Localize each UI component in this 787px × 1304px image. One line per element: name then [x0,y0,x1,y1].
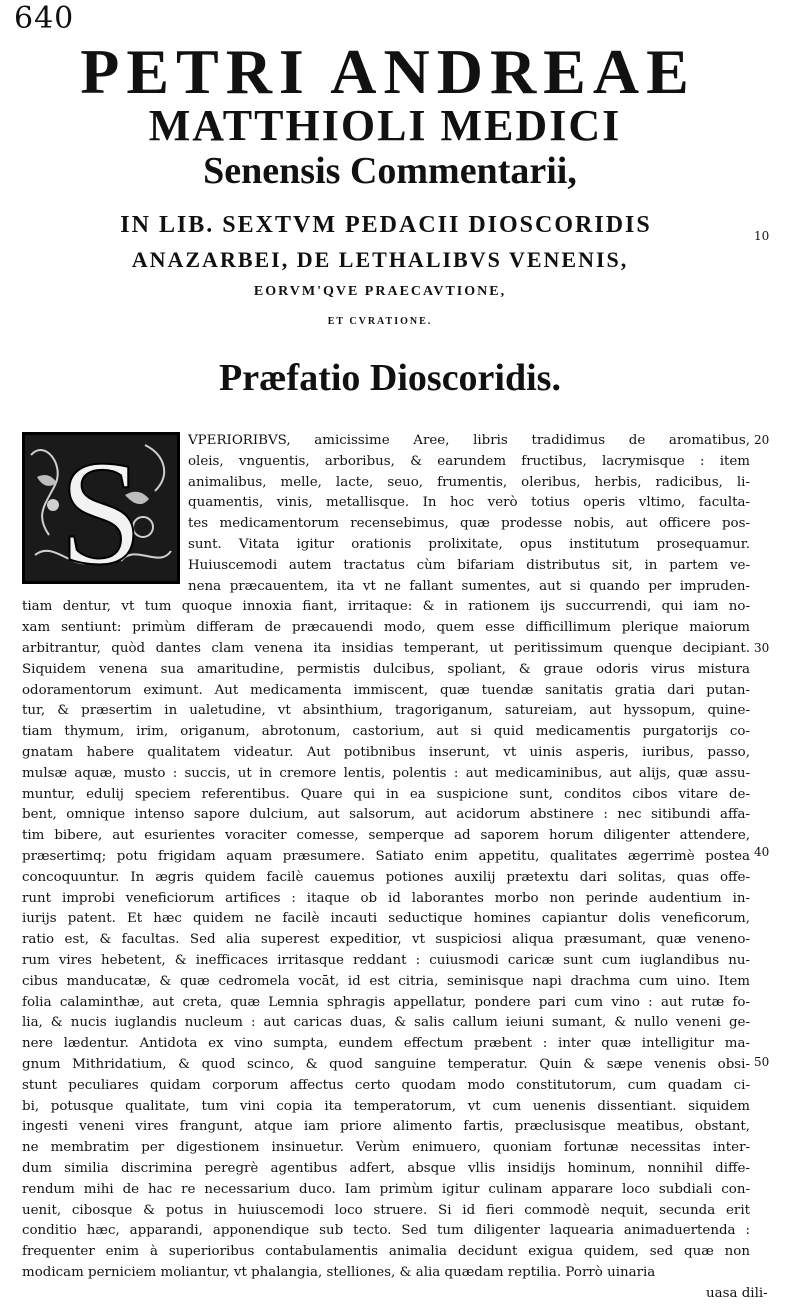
text-line: iurijs patent. Et hæc quidem ne facilè incauti seductique homines capiantur dolis veneficorum, [22,911,750,927]
margin-number: 20 [754,433,770,447]
text-line: xam sentiunt: primùm differam de præcauendi modo, quem esse difficillimum plerique maiorum [22,620,750,636]
subtitle-line-4: ET CVRATIONE. [327,316,433,327]
text-line: gnatam habere qualitatem videatur. Aut potibnibus inserunt, vt uinis asperis, iuribus, passo, [22,745,750,760]
text-line: muntur, edulij speciem referentibus. Quare qui in ea suspicione sunt, conditos cibos vitare de- [22,786,750,802]
title-work: Senensis Commentarii, [203,150,577,192]
text-line: oleis, vnguentis, arboribus, & earundem fructibus, lacrymisque : item [188,453,750,469]
text-line: præsertimq; potu frigidam aquam præsumere. Satiato enim appetitu, qualitates ægerrimè postea [22,849,750,864]
text-line: animalibus, melle, lacte, seuo, frumentis, oleribus, herbis, radicibus, li- [188,474,750,490]
text-line: gnum Mithridatium, & quod scinco, & quod sanguine temperatur. Quin & sæpe venenis obsi- [22,1057,750,1072]
text-line: stunt peculiares quidam corporum affectus certo quodam modo constitutorum, cum quadam ci- [22,1077,750,1093]
text-line: modicam perniciem moliantur, vt phalangia, stelliones, & alia quædam reptilia. Porrò uinaria [22,1265,656,1280]
subtitle-line-3: EORVM'QVE PRAECAVTIONE, [253,284,507,299]
page-number: 640 [14,1,75,36]
text-line: nere lædentur. Antidota ex vino sumpta, eundem effectum præbent : inter quæ intelligitur ma- [22,1036,750,1052]
text-line: dum similia discrimina peregrè agentibus adfert, absque vllis insidijs hominum, nonnihil diffe- [22,1161,750,1176]
text-line: concoquuntur. In ægris quidem facilè cauemus potiones auxilij prætextu dari solitas, quas offe- [22,869,750,885]
text-line: ne membratim per digestionem insinuetur. Verùm enimuero, quoniam fortunæ necessitas inter- [22,1140,750,1156]
text-line: folia calaminthæ, aut creta, quæ Lemnia sphragis appellatur, pondere pari cum vino : aut rutæ fo- [22,994,750,1010]
preface-heading: Præfatio Dioscoridis. [219,357,561,399]
text-line: arbitrantur, quòd dantes clam venena ita insidias temperant, ut peritissimum quenque decipiant. [22,641,750,656]
text-line: cibus manducatæ, & quæ cedromela vocāt, id est citria, seminisque napi drachma cum uino. Item [22,973,750,989]
text-line: VPERIORIBVS, amicissime Aree, libris tradidimus de aromatibus, [188,433,750,448]
text-line: ingesti veneni vires frangunt, atque iam priore alimento fartis, præclusisque meatibus, obstant, [22,1119,750,1135]
text-line: conditio hæc, apparandi, apponendique sub tecto. Sed tum diligenter laquearia animaduertenda : [22,1223,750,1239]
text-line: bent, omnique intenso sapore dulcium, aut salsorum, aut acidorum abstinere : nec sitibundi affa- [22,807,750,823]
text-line: Siquidem venena sua amaritudine, permistis dulcibus, spoliant, & graue odoris virus mistura [22,661,750,677]
text-line: quamentis, vinis, metallisque. In hoc verò totius operis vltimo, facultа- [188,495,750,511]
text-line: tim bibere, aut esurientes voraciter comesse, semperque ad saporem horum diligenter attendere, [22,828,750,844]
text-line: runt improbi veneficiorum artifices : itaque ob id laborantes morbo non perinde audentium in- [22,890,750,906]
text-line: rum vires hebetent, & inefficaces irritasque reddant : cuiusmodi caricæ sunt cum iuglandibus nu- [22,953,750,968]
title-author-name: PETRI ANDREAE [80,36,696,107]
text-line: tes medicamentorum recensebimus, quæ prodesse nobis, aut officere pos- [188,516,750,532]
margin-number: 30 [754,641,770,655]
text-line: mulsæ aquæ, musto : succis, ut in cremore lentis, polentis : aut medicaminibus, aut alijs, quæ assu- [22,765,750,781]
text-line: odoramentorum eximunt. Aut medicamenta immiscent, quæ tuendæ sanitatis gratia dari putan- [22,682,750,698]
text-line: tur, & præsertim in ualetudine, vt absinthium, tragoriganum, satureiam, aut hyssopum, quine- [22,703,750,719]
text-line: bi, potusque qualitate, tum vini copia ita temperatorum, vt cum uenenis dissentiant. siquidem [22,1098,750,1114]
text-line: sunt. Vitata igitur orationis prolixitate, opus institutum prosequamur. [188,537,750,552]
text-line: lia, & nucis iuglandis nucleum : aut caricas duas, & salis callum ieiuni sumant, & nullo veneni ge- [22,1015,750,1031]
margin-number: 50 [754,1055,770,1069]
drop-cap-initial [22,430,180,596]
margin-number: 10 [754,229,770,243]
text-line: ratio est, & facultas. Sed alia superest expeditior, vt suspiciosi aliqua præsumant, quæ veneno- [22,932,750,948]
subtitle-line-1: IN LIB. SEXTVM PEDACII DIOSCORIDIS [120,212,652,238]
margin-number: 40 [754,845,770,859]
text-line: rendum mihi de hac re necessarium duco. Iam primùm igitur culinam apparare loco subdiali con- [22,1181,750,1197]
drop-cap-letter: S [59,430,143,596]
text-line: uasa dili- [706,1285,768,1301]
text-line: frequenter enim à superioribus contabulamentis animalia decidunt exigua quidem, sed quæ non [22,1244,750,1260]
subtitle-line-2: ANAZARBEI, DE LETHALIBVS VENENIS, [131,247,629,272]
text-line: tiam thymum, irim, origanum, abrotonum, castorium, aut si quid medicamentis purgatorijs co- [22,724,750,740]
title-author-surname: MATTHIOLI MEDICI [148,101,622,150]
text-line: tiam dentur, vt tum quoque innoxia fiant, irritaque: & in rationem ijs succurrendi, qui iam no- [22,599,750,615]
text-line: nena præcauentem, ita vt ne fallant sumentes, aut si quando per impruden- [188,578,750,594]
text-line: uenit, cibosque & potus in huiuscemodi loco struere. Si id fieri commodè nequit, secunda erit [22,1202,750,1218]
text-line: Huiuscemodi autem tractatus cùm bifariam distributus sit, in partem ve- [188,557,750,573]
ornamental-initial-icon [25,430,177,596]
